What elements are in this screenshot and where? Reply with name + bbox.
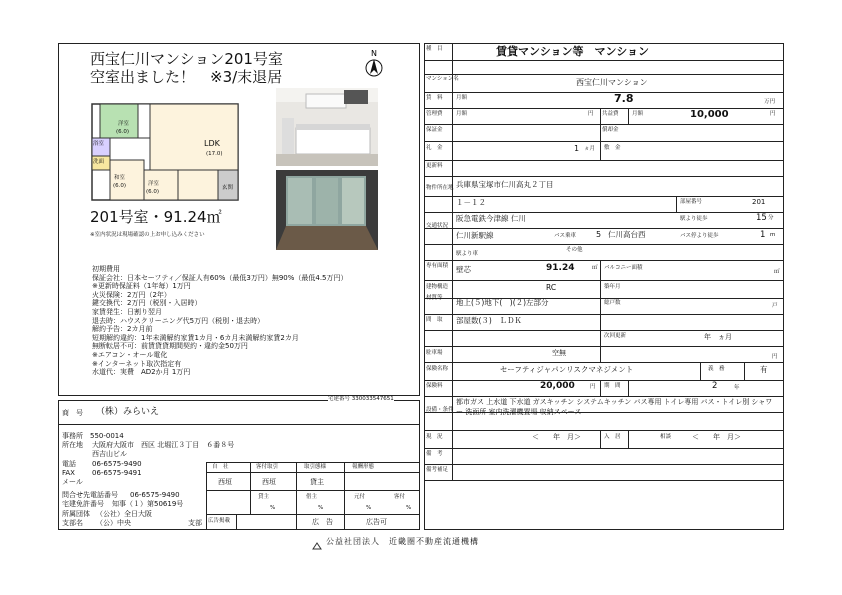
- structure-value: RC: [546, 283, 557, 292]
- parking-yen: 円: [772, 354, 778, 360]
- bus-min: 5: [596, 230, 602, 239]
- fee-percent: %: [318, 505, 324, 511]
- common-sub: 月額: [632, 111, 644, 117]
- obligation-value: 有: [760, 365, 768, 374]
- north-arrow-icon: [362, 48, 386, 80]
- walk1-unit: 分: [768, 215, 774, 221]
- living-room-photo: [276, 170, 378, 250]
- parking-label: 駐車場: [426, 350, 443, 356]
- location-label: 物件所在地: [426, 185, 454, 191]
- parking-value: 空無: [552, 349, 566, 357]
- room-no-label: 部屋番号: [680, 199, 703, 205]
- fax: 06-6575-9491: [92, 469, 142, 477]
- insurance-label: 保険名称: [426, 366, 449, 372]
- area-label: 専有面積: [426, 263, 449, 269]
- headline-line2: 空室出ました！ ※3/末退居: [90, 68, 283, 86]
- address: 大阪府大阪市 西区 北堀江３丁目 ６番８号: [92, 441, 235, 449]
- assoc-label: 所属団体: [62, 510, 90, 518]
- walk1: 15: [756, 213, 767, 223]
- trade-label: 商 号: [62, 409, 83, 417]
- condition-line: ※インターネット取次指定有: [92, 359, 182, 368]
- room-label-washroom: 洗面: [93, 159, 105, 165]
- bus-stop: 仁川高台西: [608, 230, 646, 239]
- amort-label: 償却金: [602, 127, 619, 133]
- tel: 06-6575-9490: [92, 460, 142, 468]
- address-line2: 西吉山ビル: [92, 450, 127, 458]
- ad-value: 広告可: [366, 518, 387, 526]
- built-label: 築年月: [604, 284, 621, 290]
- room-label-ldk: LDK: [204, 139, 220, 148]
- room-label-ldk-size: (17.0): [206, 151, 223, 157]
- period-label: 期 間: [604, 383, 621, 389]
- shiki-label: 敷 金: [604, 145, 621, 151]
- condition-line: 短期解約違約：1年未満解約家賃1カ月・6カ月未満解約家賃2カ月: [92, 333, 299, 342]
- premium-yen: 円: [590, 384, 596, 390]
- move-date: ＜ 年 月＞: [692, 433, 741, 441]
- layout-label: 間 取: [426, 317, 443, 323]
- fee-label: 元付: [354, 494, 366, 500]
- obligation-label: 義 務: [708, 366, 725, 372]
- condition-line: 鍵交換代：2万円（税別・入居時）: [92, 299, 202, 308]
- license: 知事（１）第50619号: [112, 500, 184, 508]
- line1: 阪急電鉄今津線 仁川: [456, 214, 526, 223]
- units-label: 総戸数: [604, 300, 621, 306]
- building-value: 西宝仁川マンション: [576, 78, 648, 87]
- condition-line: 保証会社：日本セーフティ／保証人有60%（最低3万円）無90%（最低4.5万円）: [92, 273, 348, 282]
- fee-percent: %: [366, 505, 372, 511]
- mail-label: メール: [62, 478, 83, 486]
- floors-text: 地上(５)地下( )(２)左部分: [456, 298, 549, 307]
- key-value: 1: [574, 144, 580, 153]
- deal-value: 西垣: [218, 478, 232, 486]
- room-summary: 201号室・91.24㎡: [90, 208, 222, 226]
- common-yen: 円: [770, 111, 776, 117]
- mgmt-sub: 月額: [456, 111, 468, 117]
- ad-label: 広 告: [312, 518, 333, 526]
- contact-tel: 06-6575-9490: [130, 491, 180, 499]
- current-date: ＜ 年 月＞: [532, 433, 581, 441]
- station-car-label: 駅より車: [456, 251, 479, 257]
- bus-walk-label: バス停より徒歩: [680, 233, 719, 239]
- material-label: 材質等: [426, 295, 443, 301]
- type-value: 賃貸マンション等 マンション: [496, 45, 650, 58]
- building-label: マンション名: [426, 76, 459, 82]
- traffic-label: 交通状況: [426, 223, 449, 229]
- note-label: 備 考: [426, 451, 443, 457]
- move-label: 入 居: [604, 434, 621, 440]
- tel-label: 電話: [62, 460, 76, 468]
- condition-line: 無断転居不可：前賃貸貸期間契約・違約金50万円: [92, 342, 248, 351]
- photo-note: ※室内状況は現場確認の上お申し込みください: [90, 232, 205, 238]
- license-number: 宅建番号 330033547651: [328, 396, 394, 402]
- condition-line: 家賃発生：日割り翌月: [92, 308, 162, 316]
- period-unit: 年: [734, 385, 740, 391]
- premium-label: 保険料: [426, 383, 443, 389]
- condition-line: 火災保険：2万円（2年）: [92, 290, 171, 299]
- branch-label: 支部名: [62, 519, 83, 527]
- line2: 仁川新駅線: [456, 231, 494, 240]
- contact-tel-label: 問合せ先電話番号: [62, 491, 118, 499]
- renew-date-value: 年 ヵ月: [704, 333, 732, 341]
- walk1-label: 駅より徒歩: [680, 216, 708, 222]
- footer-org: 公益社団法人 近畿圏不動産流通機構: [326, 537, 479, 546]
- fax-label: FAX: [62, 469, 75, 477]
- condition-line: 解約予告：2カ月前: [92, 325, 153, 334]
- mgmt-yen: 円: [588, 111, 594, 117]
- premium-value: 20,000: [540, 381, 575, 391]
- condition-line: ※エアコン・オール電化: [92, 351, 168, 359]
- location-value: 兵庫県宝塚市仁川高丸２丁目: [456, 180, 554, 189]
- fee-label: 貸主: [258, 494, 270, 500]
- layout-value: 部屋数(３) ＬＤＫ: [456, 316, 522, 325]
- facilities-value: 都市ガス 上水道 下水道 ガスキッチン システムキッチン バス専用 トイレ専用 バス・トイレ別 シャワー 洗面所 室内洗濯機置場 収納スペース: [456, 398, 773, 416]
- room-label-western2: 洋室: [148, 181, 160, 187]
- footer-logo-icon: [312, 536, 322, 546]
- office-label: 事務所: [62, 432, 83, 440]
- branch: （公）中央: [96, 519, 131, 527]
- room-label-japanese: 和室: [114, 175, 126, 181]
- fee-percent: %: [406, 505, 412, 511]
- key-unit: ヵ月: [584, 146, 596, 152]
- condition-line: 水道代：実費 AD2か月 1万円: [92, 368, 191, 377]
- consult-label: 相談: [660, 434, 672, 440]
- fee-label: 借主: [306, 494, 318, 500]
- current-label: 現 況: [426, 434, 443, 440]
- room-no: 201: [752, 198, 766, 206]
- rent-unit: 万円: [764, 99, 776, 105]
- balcony-unit: ㎡: [774, 269, 780, 275]
- area-unit: ㎡: [592, 265, 598, 271]
- address-label: 所在地: [62, 441, 83, 449]
- contract-label: 広告掲載: [208, 518, 231, 524]
- branch-suffix: 支部: [188, 519, 202, 527]
- room-label-western1-size: (6.0): [116, 129, 130, 135]
- balcony-label: バルコニー面積: [604, 265, 643, 271]
- bus-walk-unit: m: [770, 232, 776, 238]
- deposit-label: 保証金: [426, 127, 443, 133]
- common-label: 共益費: [602, 111, 619, 117]
- assoc: （公社）全日大阪: [96, 510, 152, 518]
- fee-label: 客付: [394, 494, 406, 500]
- rent-value: 7.8: [614, 92, 634, 105]
- area-prefix: 壁芯: [456, 265, 471, 274]
- location-value2: １－１２: [456, 198, 486, 207]
- headline-line1: 西宝仁川マンション201号室: [90, 50, 283, 68]
- units-unit: 戸: [772, 303, 778, 309]
- rent-label: 賃 料: [426, 95, 443, 101]
- key-label: 礼 金: [426, 145, 443, 151]
- room-label-western2-size: (6.0): [146, 189, 160, 195]
- note2-label: 備考補足: [426, 467, 449, 473]
- deal-header: 自 社: [212, 464, 229, 470]
- other-label: その他: [566, 247, 583, 253]
- renew-date-label: 次回更新: [604, 333, 627, 339]
- trade-name: （株）みらいえ: [96, 407, 160, 417]
- deal-value: 貸主: [310, 478, 324, 486]
- renewal-label: 更新料: [426, 163, 443, 169]
- office-zip: 550-0014: [90, 432, 124, 440]
- deal-header: 客付取引: [256, 464, 279, 470]
- type-label: 種 目: [426, 46, 443, 52]
- room-label-western1: 洋室: [118, 121, 130, 127]
- condition-line: 退去時：ハウスクリーニング代5万円（税別・退去時）: [92, 316, 265, 325]
- facilities-label: 設備・条件: [426, 407, 454, 413]
- license-label: 宅建免許番号: [62, 500, 104, 508]
- mgmt-label: 管理費: [426, 111, 443, 117]
- bus-walk: 1: [760, 230, 766, 240]
- insurance-value: セーフティジャパンリスクマネジメント: [500, 365, 634, 374]
- deal-value: 西垣: [262, 478, 276, 486]
- fee-percent: %: [270, 505, 276, 511]
- north-label: N: [371, 49, 377, 58]
- area-value: 91.24: [546, 263, 575, 273]
- rent-unit-label: 月額: [456, 95, 468, 101]
- bus-label: バス乗車: [554, 233, 577, 239]
- period-value: 2: [712, 381, 718, 391]
- room-label-entrance: 玄関: [222, 185, 234, 191]
- kitchen-photo: [276, 88, 378, 166]
- deal-header: 報酬形態: [352, 464, 375, 470]
- common-value: 10,000: [690, 109, 729, 120]
- room-label-bath: 浴室: [93, 141, 105, 147]
- structure-label: 建物構造: [426, 284, 449, 290]
- condition-line: ※更新時保証料（1年毎）1万円: [92, 282, 191, 291]
- deal-header: 取引態様: [304, 464, 327, 470]
- condition-line: 初期費用: [92, 265, 120, 273]
- room-label-japanese-size: (6.0): [113, 183, 127, 189]
